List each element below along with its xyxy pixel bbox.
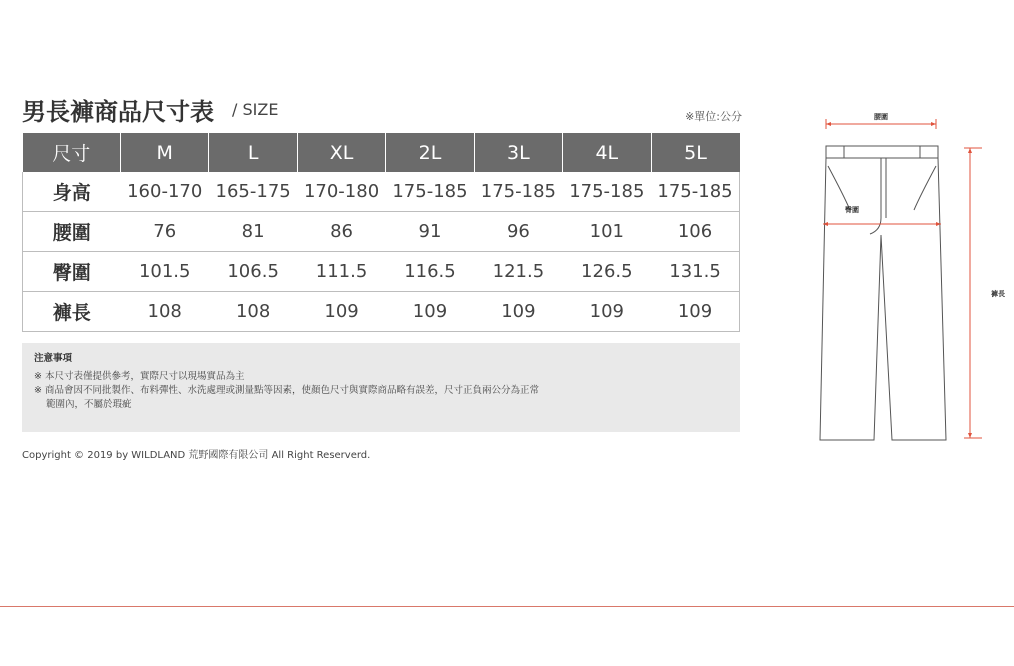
header-3l: 3L xyxy=(474,133,562,172)
hip-measure xyxy=(823,222,941,226)
header-m: M xyxy=(121,133,209,172)
hip-label: 臀圍 xyxy=(845,206,859,214)
table-row xyxy=(23,212,740,252)
table-header-row xyxy=(23,133,740,172)
notes-box xyxy=(22,343,740,432)
size-table xyxy=(22,133,740,332)
table-cell: 81 xyxy=(209,212,297,252)
table-cell: 109 xyxy=(651,292,739,332)
table-cell: 91 xyxy=(386,212,474,252)
table-cell: 101 xyxy=(563,212,651,252)
row-label: 褲長 xyxy=(23,292,121,332)
table-cell: 106 xyxy=(651,212,739,252)
length-measure xyxy=(964,148,982,438)
unit-note: ※單位:公分 xyxy=(685,110,742,123)
header-xl: XL xyxy=(297,133,385,172)
table-cell: 101.5 xyxy=(121,252,209,292)
header-size: 尺寸 xyxy=(23,133,121,172)
pants-diagram xyxy=(810,100,1010,450)
waist-label: 腰圍 xyxy=(874,113,888,121)
table-cell: 109 xyxy=(474,292,562,332)
notes-line: ※ 本尺寸表僅提供參考，實際尺寸以現場實品為主 xyxy=(34,371,245,382)
row-label: 身高 xyxy=(23,172,121,212)
table-cell: 109 xyxy=(386,292,474,332)
table-cell: 121.5 xyxy=(474,252,562,292)
notes-heading: 注意事項 xyxy=(34,353,73,364)
table-cell: 175-185 xyxy=(474,172,562,212)
table-cell: 109 xyxy=(563,292,651,332)
table-cell: 108 xyxy=(209,292,297,332)
table-cell: 96 xyxy=(474,212,562,252)
pants-outline-icon xyxy=(810,100,1010,450)
row-label: 腰圍 xyxy=(23,212,121,252)
notes-line: ※ 商品會因不同批製作、布料彈性、水洗處理或測量點等因素，使顏色尺寸與實際商品略有誤差，尺寸正負兩公分為正常 xyxy=(34,385,539,396)
table-cell: 76 xyxy=(121,212,209,252)
page-title: 男長褲商品尺寸表 xyxy=(22,98,214,126)
page-subtitle: / SIZE xyxy=(232,100,279,119)
header-2l: 2L xyxy=(386,133,474,172)
table-cell: 131.5 xyxy=(651,252,739,292)
divider xyxy=(0,606,1014,607)
table-cell: 86 xyxy=(297,212,385,252)
table-cell: 106.5 xyxy=(209,252,297,292)
header-l: L xyxy=(209,133,297,172)
table-cell: 126.5 xyxy=(563,252,651,292)
length-label: 褲長 xyxy=(991,290,1005,298)
table-row xyxy=(23,252,740,292)
table-cell: 175-185 xyxy=(386,172,474,212)
table-row xyxy=(23,292,740,332)
table-cell: 116.5 xyxy=(386,252,474,292)
pants-outline xyxy=(820,146,946,440)
table-cell: 111.5 xyxy=(297,252,385,292)
table-cell: 170-180 xyxy=(297,172,385,212)
table-cell: 175-185 xyxy=(563,172,651,212)
header-4l: 4L xyxy=(563,133,651,172)
row-label: 臀圍 xyxy=(23,252,121,292)
table-row xyxy=(23,172,740,212)
table-cell: 108 xyxy=(121,292,209,332)
table-cell: 160-170 xyxy=(121,172,209,212)
table-cell: 175-185 xyxy=(651,172,739,212)
table-cell: 109 xyxy=(297,292,385,332)
header-5l: 5L xyxy=(651,133,739,172)
notes-line: 範圍內，不屬於瑕疵 xyxy=(46,399,132,410)
title-row xyxy=(22,92,742,126)
table-cell: 165-175 xyxy=(209,172,297,212)
copyright: Copyright © 2019 by WILDLAND 荒野國際有限公司 All Right Reserverd. xyxy=(22,450,371,461)
